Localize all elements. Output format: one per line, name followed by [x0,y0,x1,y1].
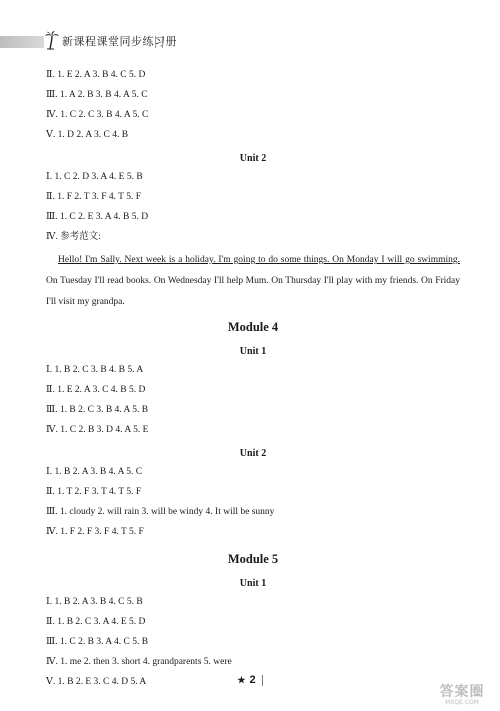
unit-heading: Unit 2 [239,448,267,459]
answer-line: Ⅲ. 1. cloudy 2. will rain 3. will be windy 4. It will be sunny [46,507,275,517]
answer-line: Ⅳ. 1. me 2. then 3. short 4. grandparents 5. were [46,657,232,667]
page-footer [0,674,500,686]
footer-separator [262,675,263,686]
header-bar-left [0,36,44,48]
answer-line: Ⅲ. 1. C 2. B 3. A 4. C 5. B [46,637,149,647]
answer-line: Ⅰ. 1. B 2. C 3. B 4. B 5. A [46,365,144,375]
watermark-sub: MXQE.COM [445,699,479,706]
answer-content [46,68,460,695]
answer-line: Ⅳ. 参考范文: [46,232,101,242]
page-number: 2 [249,674,256,686]
header-bar-right [155,36,163,48]
page-header [0,30,500,52]
answer-line: Ⅱ. 1. B 2. C 3. A 4. E 5. D [46,617,146,627]
unit-heading: Unit 1 [239,578,267,589]
answer-line: Ⅰ. 1. C 2. D 3. A 4. E 5. B [46,172,143,182]
essay-rest: On Tuesday I'll read books. On Wednesday I'll help Mum. On Thursday I'll play with my friends. On Friday I'll visit my grandpa. [46,276,460,307]
answer-line: Ⅰ. 1. B 2. A 3. B 4. C 5. B [46,597,143,607]
sample-essay [46,250,460,313]
star-icon: ★ [237,675,246,685]
answer-line: Ⅳ. 1. C 2. B 3. D 4. A 5. E [46,425,149,435]
answer-line: Ⅲ. 1. B 2. C 3. B 4. A 5. B [46,405,149,415]
unit-heading: Unit 1 [239,346,267,357]
watermark-main: 答案圈 [439,684,485,700]
essay-underlined-part: Hello! I'm Sally. Next week is a holiday. I'm going to do some things. On Monday I will go swimming. [58,255,460,265]
answer-line: Ⅳ. 1. F 2. F 3. F 4. T 5. F [46,527,144,537]
answer-line: Ⅳ. 1. C 2. C 3. B 4. A 5. C [46,110,149,120]
answer-line: Ⅰ. 1. B 2. A 3. B 4. A 5. C [46,467,143,477]
watermark-logo [428,685,496,709]
palm-tree-icon [44,30,60,50]
answer-line: Ⅱ. 1. E 2. A 3. C 4. B 5. D [46,385,146,395]
unit-heading: Unit 2 [239,153,267,164]
answer-line: Ⅲ. 1. C 2. E 3. A 4. B 5. D [46,212,149,222]
module-heading: Module 5 [227,552,279,566]
answer-line: Ⅴ. 1. D 2. A 3. C 4. B [46,130,129,140]
answer-line: Ⅱ. 1. T 2. F 3. T 4. T 5. F [46,487,142,497]
answer-line: Ⅴ. 1. B 2. E 3. C 4. D 5. A [46,677,147,687]
series-title: 新课程课堂同步练习册 [62,35,177,48]
answer-line: Ⅱ. 1. E 2. A 3. B 4. C 5. D [46,70,146,80]
answer-line: Ⅲ. 1. A 2. B 3. B 4. A 5. C [46,90,148,100]
module-heading: Module 4 [227,320,279,334]
answer-line: Ⅱ. 1. F 2. T 3. F 4. T 5. F [46,192,141,202]
